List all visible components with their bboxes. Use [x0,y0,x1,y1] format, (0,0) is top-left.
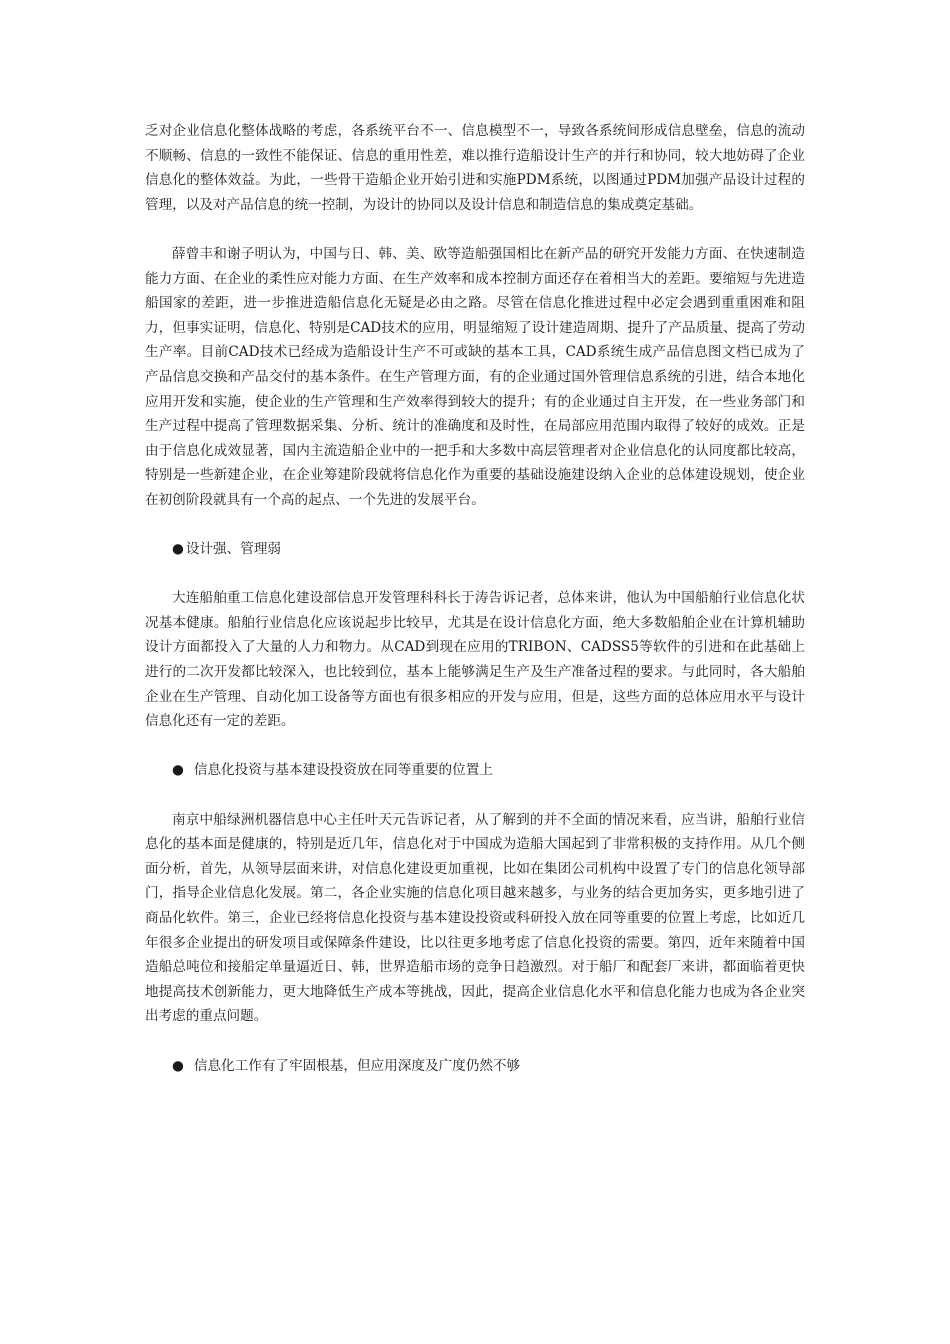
section-heading-foundation [145,1054,805,1079]
section-heading-design-strong [145,537,805,562]
section-heading-text: 设计强、管理弱 [185,541,282,558]
bullet-icon: ● [172,1057,184,1074]
section-heading-text: 信息化投资与基本建设投资放在同等重要的位置上 [193,762,493,779]
bullet-icon: ● [172,541,184,558]
paragraph-dalian: 大连船舶重工信息化建设部信息开发管理科科长于涛告诉记者，总体来讲，他认为中国船舶行业信息化状况基本健康。船舶行业信息化应该说起步比较早，尤其是在设计信息化方面，绝大多数船舶企业在计算机辅助设计方面都投入了大量的人力和物力。从CAD到现在应用的TRIBON、CADSS5等软件的引进和在此基础上进行的二次开发都比较深入，也比较到位，基本上能够满足生产及生产准备过程的要求。与此同时，各大船舶企业在生产管理、自动化加工设备等方面也有很多相应的开发与应用，但是，这些方面的总体应用水平与设计信息化还有一定的差距。 [145,590,805,730]
article-body [145,119,805,1103]
paragraph-nanjing: 南京中船绿洲机器信息中心主任叶天元告诉记者，从了解到的并不全面的情况来看，应当讲，船舶行业信息化的基本面是健康的，特别是近几年，信息化对于中国成为造船大国起到了非常积极的支持作用。从几个侧面分析，首先，从领导层面来讲，对信息化建设更加重视，比如在集团公司机构中设置了专门的信息化领导部门，指导企业信息化发展。第二，各企业实施的信息化项目越来越多，与业务的结合更加务实，更多地引进了商品化软件。第三，企业已经将信息化投资与基本建设投资或科研投入放在同等重要的位置上考虑，比如近几年很多企业提出的研发项目或保障条件建设，比以往更多地考虑了信息化投资的需要。第四，近年来随着中国造船总吨位和接船定单量逼近日、韩，世界造船市场的竞争日趋激烈。对于船厂和配套厂来讲，都面临着更快地提高技术创新能力，更大地降低生产成本等挑战，因此，提高企业信息化水平和信息化能力也成为各企业突出考虑的重点问题。 [145,811,805,1025]
section-heading-investment [145,758,805,783]
bullet-icon: ● [172,762,184,779]
section-heading-text: 信息化工作有了牢固根基，但应用深度及广度仍然不够 [193,1057,521,1074]
paragraph-intro-continued: 乏对企业信息化整体战略的考虑，各系统平台不一、信息模型不一，导致各系统间形成信息壁垒，信息的流动不顺畅、信息的一致性不能保证、信息的重用性差，难以推行造船设计生产的并行和协同，较大地妨碍了企业信息化的整体效益。为此，一些骨干造船企业开始引进和实施PDM系统，以图通过PDM加强产品设计过程的管理，以及对产品信息的统一控制，为设计的协同以及设计信息和制造信息的集成奠定基础。 [145,123,805,213]
paragraph-xue-xie: 薛曾丰和谢子明认为，中国与日、韩、美、欧等造船强国相比在新产品的研究开发能力方面、在快速制造能力方面、在企业的柔性应对能力方面、在生产效率和成本控制方面还存在着相当大的差距。要缩短与先进造船国家的差距，进一步推进造船信息化无疑是必由之路。尽管在信息化推进过程中必定会遇到重重困难和阻力，但事实证明，信息化、特别是CAD技术的应用，明显缩短了设计建造周期、提升了产品质量、提高了劳动生产率。目前CAD技术已经成为造船设计生产不可或缺的基本工具，CAD系统生成产品信息图文档已成为了产品信息交换和产品交付的基本条件。在生产管理方面，有的企业通过国外管理信息系统的引进，结合本地化应用开发和实施，使企业的生产管理和生产效率得到较大的提升；有的企业通过自主开发，在一些业务部门和生产过程中提高了管理数据采集、分析、统计的准确度和及时性，在局部应用范围内取得了较好的成效。正是由于信息化成效显著，国内主流造船企业中的一把手和大多数中高层管理者对企业信息化的认同度都比较高，特别是一些新建企业，在企业筹建阶段就将信息化作为重要的基础设施建设纳入企业的总体建设规划，使企业在初创阶段就具有一个高的起点、一个先进的发展平台。 [145,245,805,508]
